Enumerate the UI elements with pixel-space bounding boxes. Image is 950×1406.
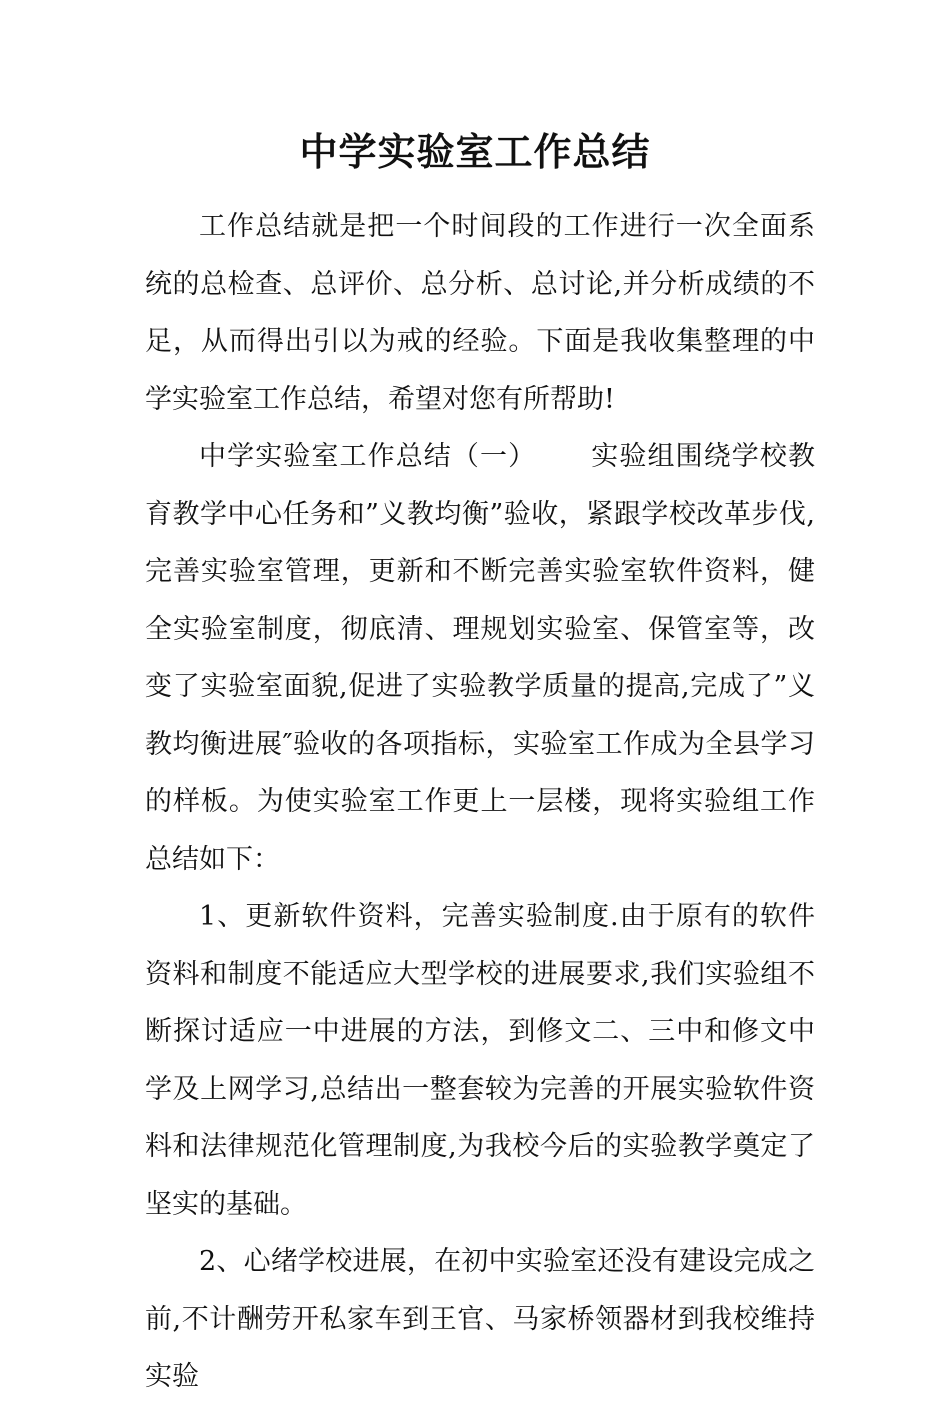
section-paragraph (145, 428, 815, 888)
section-heading: 中学实验室工作总结（一） (199, 441, 537, 472)
document-title: 中学实验室工作总结 (299, 130, 651, 174)
section-text: 实验组围绕学校教育教学中心任务和”义教均衡”验收，紧跟学校改革步伐,完善实验室管理，更新和不断完善实验室软件资料，健全实验室制度，彻底清、理规划实验室、保管室等，改变了实验室面貌,促进了实验教学质量的提高,完成了”义教均衡进展″验收的各项指标，实验室工作成为全县学习的样板。为使实验室工作更上一层楼，现将实验组工作总结如下： (145, 441, 816, 875)
document-body (145, 198, 815, 1406)
item-2-paragraph: 2、心绪学校进展，在初中实验室还没有建设完成之前,不计酬劳开私家车到王官、马家桥领器材到我校维持实验 (145, 1246, 815, 1392)
item-1-paragraph: 1、更新软件资料，完善实验制度.由于原有的软件资料和制度不能适应大型学校的进展要求,我们实验组不断探讨适应一中进展的方法，到修文二、三中和修文中学及上网学习,总结出一整套较为完善的开展实验软件资料和法律规范化管理制度,为我校今后的实验教学奠定了坚实的基础。 (145, 901, 815, 1220)
intro-paragraph: 工作总结就是把一个时间段的工作进行一次全面系统的总检查、总评价、总分析、总讨论,并分析成绩的不足，从而得出引以为戒的经验。下面是我收集整理的中学实验室工作总结，希望对您有所帮助! (145, 211, 815, 415)
